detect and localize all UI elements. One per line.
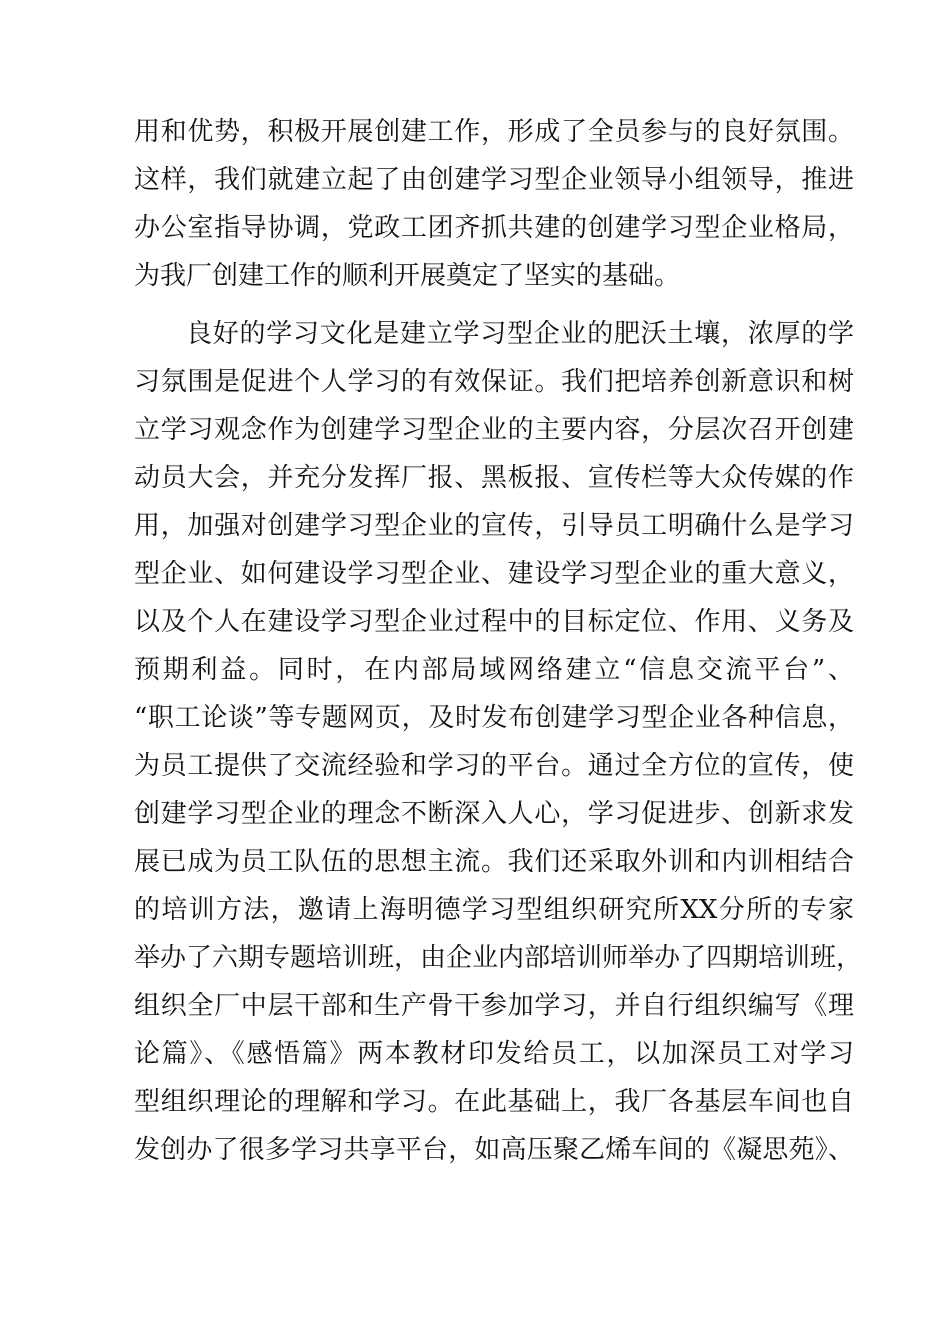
text-line: 预期利益。同时，在内部局域网络建立“信息交流平台”、 [134,655,854,685]
text-line: “职工论谈”等专题网页，及时发布创建学习型企业各种信息， [134,703,854,733]
text-line: 为我厂创建工作的顺利开展奠定了坚实的基础。 [134,261,681,291]
text-line: 以及个人在建设学习型企业过程中的目标定位、作用、义务及 [134,607,854,637]
text-line: 展已成为员工队伍的思想主流。我们还采取外训和内训相结合 [134,847,854,877]
paragraph-2 [134,310,863,1174]
text-line: 举办了六期专题培训班，由企业内部培训师举办了四期培训班， [134,943,863,973]
text-line: 立学习观念作为创建学习型企业的主要内容，分层次召开创建 [134,415,854,445]
text-line: 用和优势，积极开展创建工作，形成了全员参与的良好氛围。 [134,117,854,147]
text-line: 用，加强对创建学习型企业的宣传，引导员工明确什么是学习 [134,511,854,541]
text-line: 动员大会，并充分发挥厂报、黑板报、宣传栏等大众传媒的作 [134,463,854,493]
text-line: 习氛围是促进个人学习的有效保证。我们把培养创新意识和树 [134,367,854,397]
text-line: 创建学习型企业的理念不断深入人心，学习促进步、创新求发 [134,799,854,829]
text-line: 良好的学习文化是建立学习型企业的肥沃土壤，浓厚的学 [186,319,854,349]
document-body [134,108,863,1174]
text-line: 办公室指导协调，党政工团齐抓共建的创建学习型企业格局， [134,213,854,243]
text-line: 组织全厂中层干部和生产骨干参加学习，并自行组织编写《理 [134,991,854,1021]
paragraph-1 [134,108,854,300]
text-line: 论篇》、《感悟篇》两本教材印发给员工，以加深员工对学习 [134,1039,854,1069]
text-line: 为员工提供了交流经验和学习的平台。通过全方位的宣传，使 [134,751,854,781]
text-line: 型企业、如何建设学习型企业、建设学习型企业的重大意义， [134,559,854,589]
text-line: 这样，我们就建立起了由创建学习型企业领导小组领导，推进 [134,165,854,195]
text-line: 发创办了很多学习共享平台，如高压聚乙烯车间的《凝思苑》、 [134,1135,854,1165]
text-line: 型组织理论的理解和学习。在此基础上，我厂各基层车间也自 [134,1087,854,1117]
text-line: 的培训方法，邀请上海明德学习型组织研究所XX分所的专家 [134,895,854,925]
